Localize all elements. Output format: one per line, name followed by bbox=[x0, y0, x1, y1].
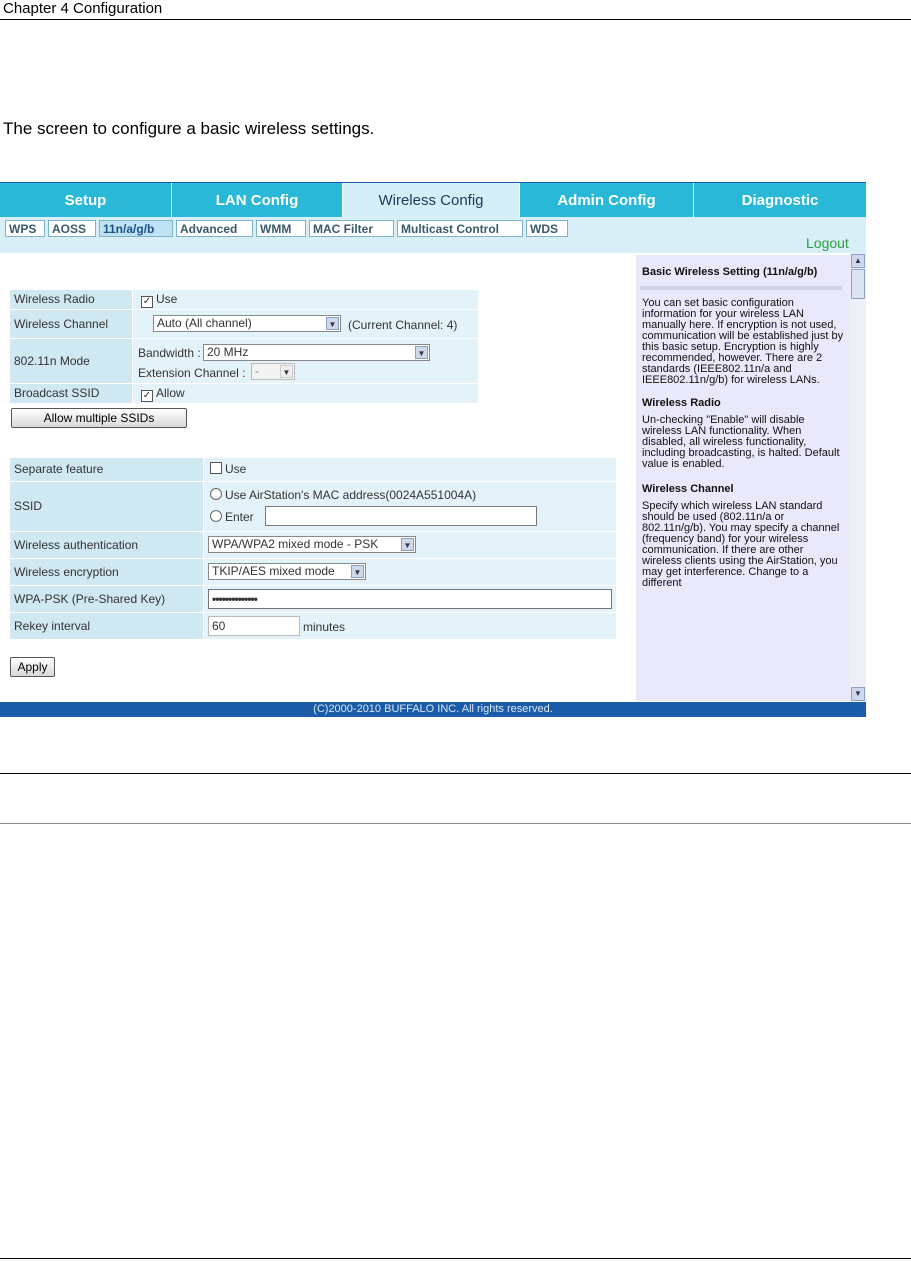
scroll-thumb[interactable] bbox=[851, 269, 865, 299]
bandwidth-value: 20 MHz bbox=[207, 345, 249, 359]
subtab-aoss[interactable]: AOSS bbox=[48, 220, 96, 237]
wireless-encryption-value: TKIP/AES mixed mode bbox=[212, 564, 335, 578]
ssid-enter-option: Enter bbox=[225, 510, 254, 524]
subtab-mac-filter[interactable]: MAC Filter bbox=[309, 220, 394, 237]
help-divider bbox=[640, 286, 842, 290]
apply-button[interactable]: Apply bbox=[10, 657, 55, 677]
chevron-down-icon: ▼ bbox=[280, 365, 293, 378]
help-title: Basic Wireless Setting (11n/a/g/b) bbox=[642, 266, 818, 278]
wpa-psk-label: WPA-PSK (Pre-Shared Key) bbox=[10, 586, 203, 612]
help-radio-heading: Wireless Radio bbox=[642, 397, 721, 409]
tab-admin-config[interactable]: Admin Config bbox=[520, 183, 694, 217]
extension-channel-label: Extension Channel : bbox=[138, 366, 246, 380]
section-rule-bottom bbox=[0, 823, 911, 824]
header-rule bbox=[0, 19, 911, 20]
chevron-down-icon: ▼ bbox=[326, 317, 339, 330]
bandwidth-select[interactable] bbox=[203, 344, 430, 361]
rekey-interval-input[interactable]: 60 bbox=[208, 616, 300, 636]
tab-setup[interactable]: Setup bbox=[0, 183, 172, 217]
wireless-channel-value: Auto (All channel) bbox=[157, 316, 252, 330]
logout-link[interactable]: Logout bbox=[806, 235, 849, 251]
separate-feature-use-label: Use bbox=[225, 462, 247, 476]
bandwidth-label: Bandwidth : bbox=[138, 346, 201, 360]
intro-text: The screen to configure a basic wireless settings. bbox=[3, 119, 375, 138]
broadcast-ssid-allow-label: Allow bbox=[156, 386, 185, 400]
wireless-encryption-select[interactable] bbox=[208, 563, 366, 580]
current-channel-text: (Current Channel: 4) bbox=[348, 318, 458, 332]
tab-diagnostic[interactable]: Diagnostic bbox=[741, 192, 819, 209]
allow-multiple-ssids-button[interactable]: Allow multiple SSIDs bbox=[11, 408, 187, 428]
wireless-encryption-label: Wireless encryption bbox=[10, 559, 203, 585]
router-screenshot bbox=[0, 182, 866, 717]
chevron-down-icon: ▼ bbox=[415, 346, 428, 359]
ssid-mac-radio[interactable] bbox=[210, 488, 222, 500]
help-radio-text: Un-checking "Enable" will disable wireless LAN functionality. When disabled, all wireless functionality, including broadcasting, is halted. Default value is enabled. bbox=[642, 414, 840, 470]
tab-wireless-config[interactable]: Wireless Config bbox=[343, 183, 520, 217]
section-rule-top bbox=[0, 773, 911, 774]
subtab-multicast-control[interactable]: Multicast Control bbox=[397, 220, 523, 237]
rekey-unit: minutes bbox=[303, 620, 346, 634]
wireless-authentication-select[interactable] bbox=[208, 536, 416, 553]
mode-80211n-label: 802.11n Mode bbox=[10, 339, 132, 383]
sub-nav bbox=[0, 217, 866, 253]
subtab-wds[interactable]: WDS bbox=[526, 220, 568, 237]
chevron-down-icon: ▼ bbox=[401, 538, 414, 551]
scroll-down-icon[interactable]: ▼ bbox=[851, 687, 865, 701]
subtab-11nagb[interactable]: 11n/a/g/b bbox=[99, 220, 173, 237]
rekey-interval-label: Rekey interval bbox=[10, 613, 203, 639]
separate-feature-checkbox[interactable] bbox=[210, 462, 222, 474]
tab-lan-config[interactable]: LAN Config bbox=[172, 183, 343, 217]
wireless-authentication-label: Wireless authentication bbox=[10, 532, 203, 558]
ssid-label: SSID bbox=[10, 482, 203, 531]
wpa-psk-input[interactable]: •••••••••••••• bbox=[208, 589, 612, 609]
wireless-authentication-value: WPA/WPA2 mixed mode - PSK bbox=[212, 537, 379, 551]
separate-feature-label: Separate feature bbox=[10, 458, 203, 481]
wireless-radio-checkbox[interactable]: ✓ bbox=[142, 296, 152, 307]
main-nav bbox=[0, 183, 866, 217]
help-intro: You can set basic configuration information for your wireless LAN manually here. If encryption is not used, communication will be established just by this basic setup. Encryption is highly recommended, however. There are 2 standards (IEEE802.11n/a and IEEE802.11n/g/b) for wireless LANs. bbox=[642, 297, 844, 386]
help-scrollbar[interactable] bbox=[850, 253, 866, 702]
wireless-channel-select[interactable] bbox=[153, 315, 341, 332]
wireless-channel-label: Wireless Channel bbox=[10, 310, 132, 338]
ssid-mac-option: Use AirStation's MAC address(0024A551004A) bbox=[225, 488, 477, 502]
chevron-down-icon: ▼ bbox=[351, 565, 364, 578]
scroll-up-icon[interactable]: ▲ bbox=[851, 254, 865, 268]
extension-channel-value: - bbox=[255, 364, 259, 378]
ssid-input[interactable] bbox=[265, 506, 537, 526]
subtab-advanced[interactable]: Advanced bbox=[176, 220, 253, 237]
help-channel-text: Specify which wireless LAN standard should be used (802.11n/a or 802.11n/g/b). You may specify a channel (frequency band) for your wireless communication. If there are other wireless clients using the AirStation, you may get interference. Change to a different bbox=[642, 500, 840, 589]
broadcast-ssid-label: Broadcast SSID bbox=[10, 384, 132, 403]
footer-rule bbox=[0, 1258, 911, 1259]
extension-channel-select[interactable] bbox=[251, 363, 295, 380]
wireless-radio-label: Wireless Radio bbox=[10, 290, 132, 309]
subtab-wps[interactable]: WPS bbox=[5, 220, 45, 237]
copyright-footer: (C)2000-2010 BUFFALO INC. All rights reserved. bbox=[0, 702, 866, 717]
broadcast-ssid-checkbox[interactable]: ✓ bbox=[142, 390, 152, 401]
help-channel-heading: Wireless Channel bbox=[642, 483, 734, 495]
help-panel bbox=[636, 255, 850, 701]
chapter-header: Chapter 4 Configuration bbox=[3, 0, 163, 17]
wireless-radio-use-label: Use bbox=[156, 292, 178, 306]
settings-form bbox=[0, 253, 624, 702]
ssid-enter-radio[interactable] bbox=[210, 510, 222, 522]
subtab-wmm[interactable]: WMM bbox=[256, 220, 306, 237]
